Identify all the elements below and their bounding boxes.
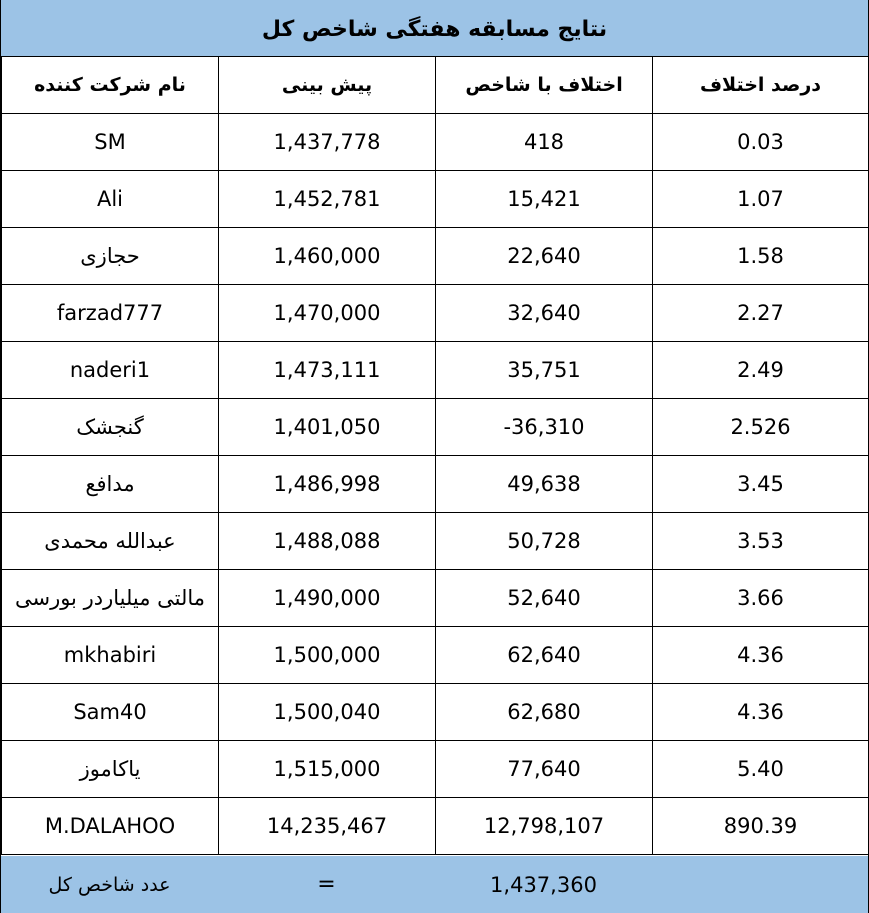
difference-cell: 22,640 — [435, 228, 652, 284]
difference-cell: 52,640 — [435, 570, 652, 626]
table-row — [1, 570, 868, 627]
percent-cell: 4.36 — [652, 627, 868, 683]
name-cell: SM — [1, 114, 218, 170]
prediction-cell: 1,490,000 — [218, 570, 435, 626]
footer-index-value: 1,437,360 — [490, 872, 597, 897]
percent-cell: 1.07 — [652, 171, 868, 227]
table-row — [1, 171, 868, 228]
prediction-cell: 1,515,000 — [218, 741, 435, 797]
difference-cell: 35,751 — [435, 342, 652, 398]
prediction-cell: 1,486,998 — [218, 456, 435, 512]
table-row — [1, 228, 868, 285]
table-row — [1, 399, 868, 456]
name-cell: مدافع — [1, 456, 218, 512]
header-prediction: پیش بینی — [218, 57, 435, 113]
name-cell: mkhabiri — [1, 627, 218, 683]
percent-cell: 1.58 — [652, 228, 868, 284]
prediction-cell: 1,452,781 — [218, 171, 435, 227]
percent-cell: 2.27 — [652, 285, 868, 341]
table-row — [1, 513, 868, 570]
difference-cell: 418 — [435, 114, 652, 170]
name-cell: عبدالله محمدی — [1, 513, 218, 569]
footer-label: عدد شاخص کل — [48, 873, 171, 896]
name-cell: naderi1 — [1, 342, 218, 398]
table-row — [1, 741, 868, 798]
percent-cell: 3.53 — [652, 513, 868, 569]
prediction-cell: 1,437,778 — [218, 114, 435, 170]
table-row — [1, 114, 868, 171]
header-difference: اختلاف با شاخص — [435, 57, 652, 113]
difference-cell: 62,680 — [435, 684, 652, 740]
percent-cell: 5.40 — [652, 741, 868, 797]
footer-equals: = — [317, 872, 336, 897]
name-cell: Ali — [1, 171, 218, 227]
name-cell: farzad777 — [1, 285, 218, 341]
prediction-cell: 1,500,000 — [218, 627, 435, 683]
table-row — [1, 285, 868, 342]
percent-cell: 4.36 — [652, 684, 868, 740]
prediction-cell: 14,235,467 — [218, 798, 435, 854]
table-body — [1, 114, 868, 855]
difference-cell: 49,638 — [435, 456, 652, 512]
difference-cell: 15,421 — [435, 171, 652, 227]
prediction-cell: 1,488,088 — [218, 513, 435, 569]
difference-cell: 77,640 — [435, 741, 652, 797]
name-cell: M.DALAHOO — [1, 798, 218, 854]
difference-cell: 62,640 — [435, 627, 652, 683]
name-cell: یاکاموز — [1, 741, 218, 797]
prediction-cell: 1,473,111 — [218, 342, 435, 398]
prediction-cell: 1,460,000 — [218, 228, 435, 284]
footer-row — [1, 856, 868, 913]
header-row — [1, 57, 868, 114]
percent-cell: 3.66 — [652, 570, 868, 626]
table-row — [1, 627, 868, 684]
percent-cell: 2.526 — [652, 399, 868, 455]
name-cell: Sam40 — [1, 684, 218, 740]
difference-cell: 32,640 — [435, 285, 652, 341]
percent-cell: 2.49 — [652, 342, 868, 398]
header-name: نام شرکت کننده — [1, 57, 218, 113]
name-cell: حجازی — [1, 228, 218, 284]
difference-cell: -36,310 — [435, 399, 652, 455]
percent-cell: 890.39 — [652, 798, 868, 854]
table-row — [1, 684, 868, 741]
prediction-cell: 1,401,050 — [218, 399, 435, 455]
percent-cell: 0.03 — [652, 114, 868, 170]
name-cell: گنجشک — [1, 399, 218, 455]
prediction-cell: 1,470,000 — [218, 285, 435, 341]
header-percent: درصد اختلاف — [652, 57, 868, 113]
difference-cell: 50,728 — [435, 513, 652, 569]
table-title: نتایج مسابقه هفتگی شاخص کل — [1, 0, 868, 57]
name-cell: مالتی میلیاردر بورسی — [1, 570, 218, 626]
table-row — [1, 342, 868, 399]
difference-cell: 12,798,107 — [435, 798, 652, 854]
table-row — [1, 798, 868, 855]
table-row — [1, 456, 868, 513]
percent-cell: 3.45 — [652, 456, 868, 512]
prediction-cell: 1,500,040 — [218, 684, 435, 740]
